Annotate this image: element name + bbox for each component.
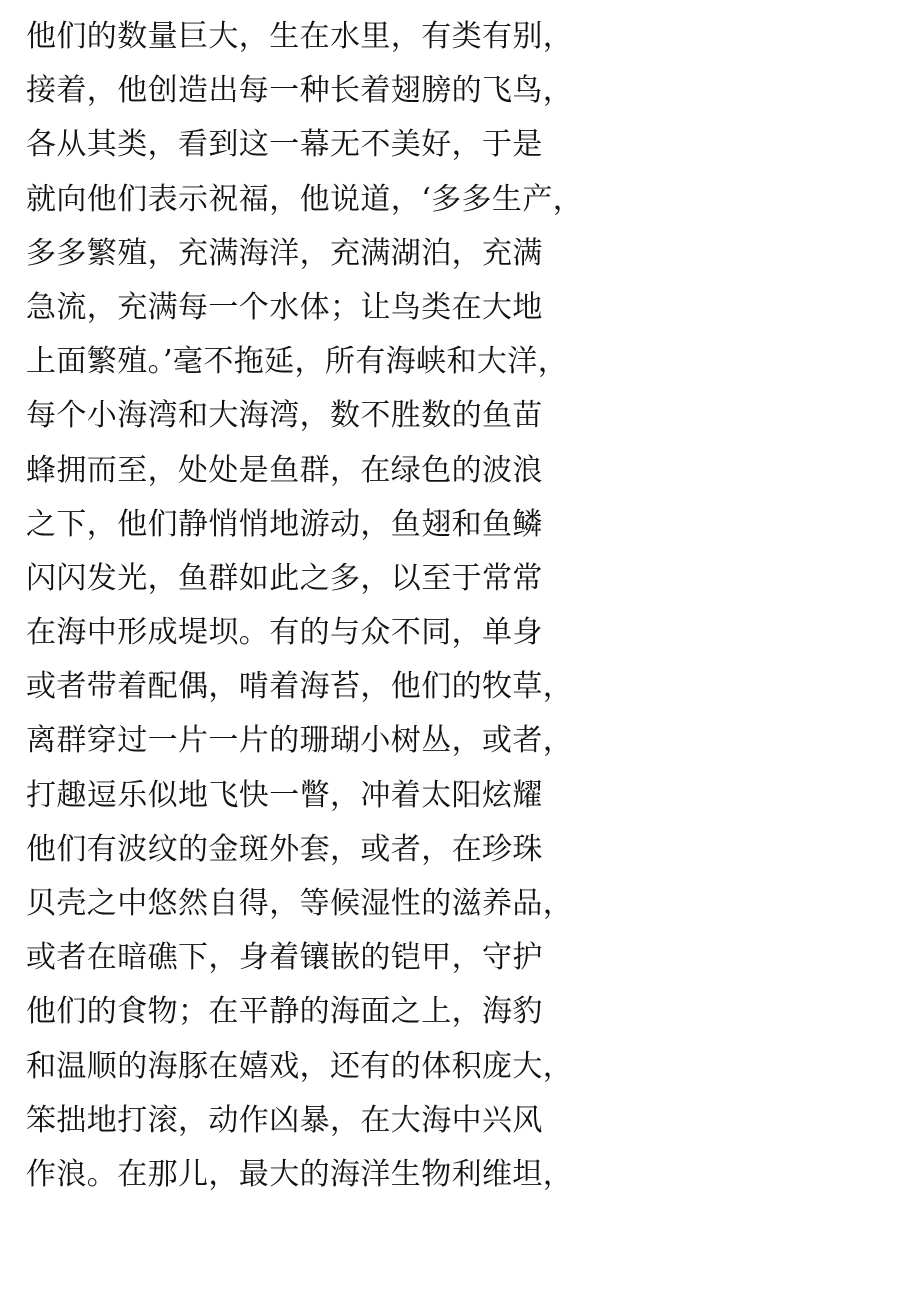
- text-line-17: 贝壳之中悠然自得，等候湿性的滋养品，: [26, 886, 574, 921]
- text-line-12: 在海中形成堤坝。有的与众不同，单身: [26, 615, 543, 651]
- text-line-8: 每个小海湾和大海湾，数不胜数的鱼苗: [26, 398, 543, 434]
- text-line-16: 他们有波纹的金斑外套，或者，在珍珠: [26, 831, 543, 867]
- body-text: [26, 10, 886, 1202]
- text-line-10: 之下，他们静悄悄地游动，鱼翅和鱼鳞: [26, 506, 543, 542]
- text-line-14: 离群穿过一片一片的珊瑚小树丛，或者，: [26, 723, 574, 759]
- text-line-15: 打趣逗乐似地飞快一瞥，冲着太阳炫耀: [26, 777, 543, 813]
- text-line-11: 闪闪发光，鱼群如此之多，以至于常常: [26, 560, 543, 596]
- text-line-7: 上面繁殖。’毫不拖延，所有海峡和大洋，: [26, 344, 569, 380]
- text-line-5: 多多繁殖，充满海洋，充满湖泊，充满: [26, 235, 543, 271]
- text-line-6: 急流，充满每一个水体；让鸟类在大地: [26, 289, 543, 325]
- text-line-20: 和温顺的海豚在嬉戏，还有的体积庞大，: [26, 1048, 574, 1084]
- text-line-3: 各从其类，看到这一幕无不美好，于是: [26, 127, 543, 163]
- text-line-1: 他们的数量巨大，生在水里，有类有别，: [26, 19, 574, 54]
- text-line-9: 蜂拥而至，处处是鱼群，在绿色的波浪: [26, 452, 543, 488]
- text-line-13: 或者带着配偶，啃着海苔，他们的牧草，: [26, 669, 574, 705]
- text-line-21: 笨拙地打滚，动作凶暴，在大海中兴风: [26, 1102, 543, 1138]
- text-line-18: 或者在暗礁下，身着镶嵌的铠甲，守护: [26, 940, 543, 976]
- text-line-19: 他们的食物；在平静的海面之上，海豹: [26, 994, 543, 1030]
- text-line-4: 就向他们表示祝福，他说道，‘多多生产，: [26, 181, 584, 217]
- text-line-2: 接着，他创造出每一种长着翅膀的飞鸟，: [26, 73, 574, 109]
- text-line-22: 作浪。在那儿，最大的海洋生物利维坦，: [26, 1156, 574, 1192]
